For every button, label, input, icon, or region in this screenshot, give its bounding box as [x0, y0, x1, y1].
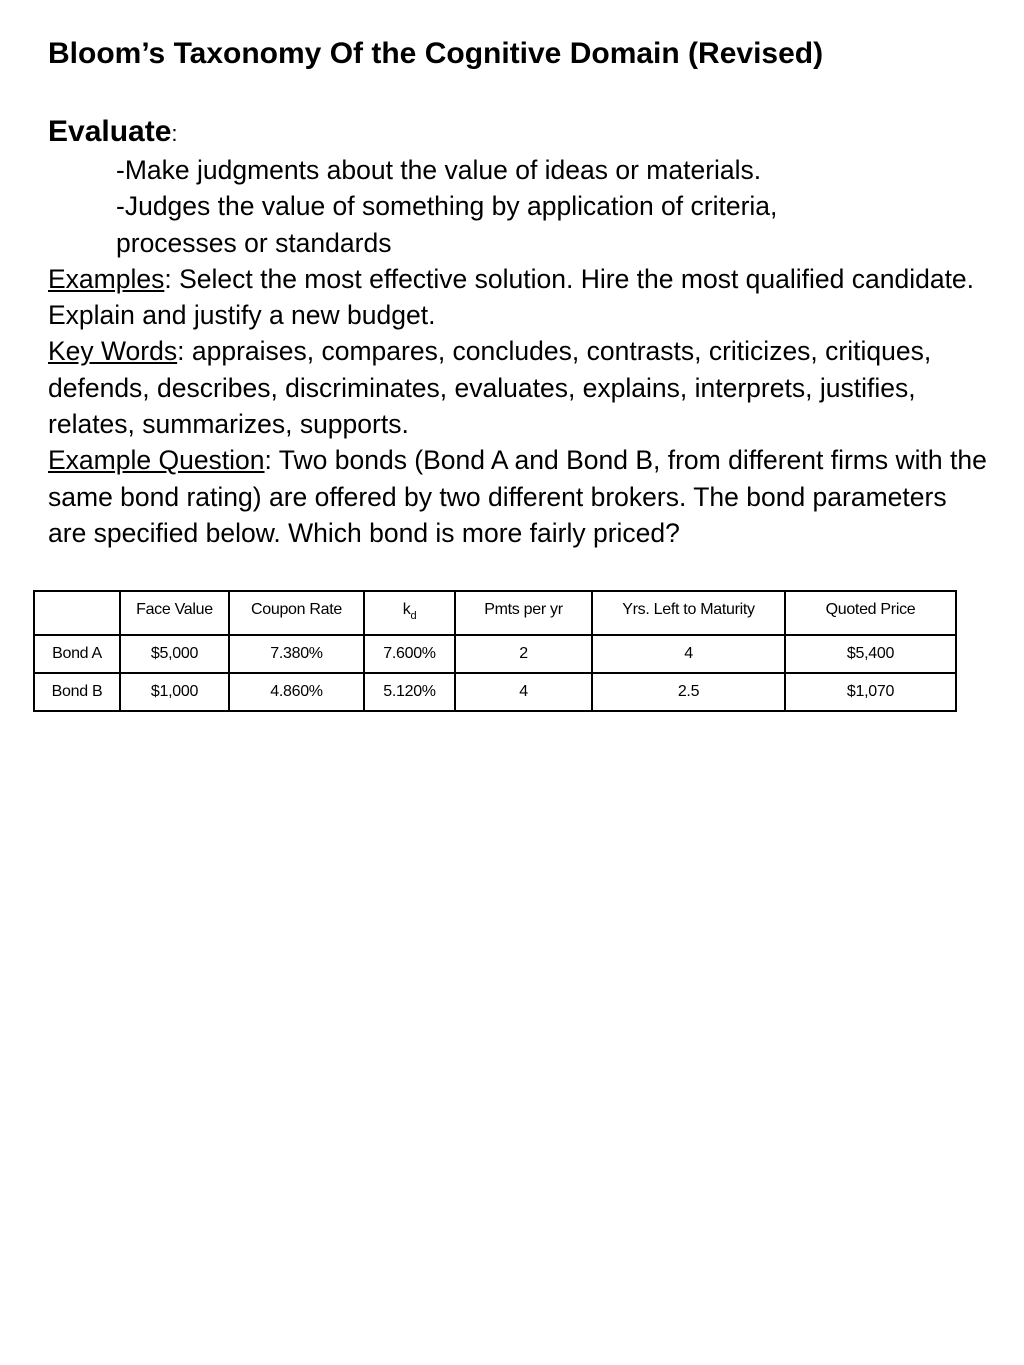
example-question-text: : Two bonds (Bond A and Bond B, from different firms with the same bond rating) are offered by two different brokers. The bond parameters are specified below. Which bond is more fairly priced?	[48, 445, 987, 548]
key-words-label: Key Words	[48, 336, 178, 367]
table-cell: 7.600%	[364, 635, 455, 673]
table-cell: 4.860%	[229, 673, 364, 711]
table-cell: 2	[455, 635, 592, 673]
bullet-line: processes or standards	[116, 227, 392, 258]
table-cell: $5,400	[785, 635, 956, 673]
example-question-paragraph	[48, 442, 988, 551]
table-row	[34, 635, 956, 673]
document-page	[48, 34, 988, 551]
bullet-line: -Make judgments about the value of ideas or materials.	[116, 155, 762, 185]
table-cell: 4	[455, 673, 592, 711]
key-words-paragraph	[48, 333, 988, 442]
section-heading-word: Evaluate	[48, 115, 172, 148]
kd-subscript: d	[410, 610, 417, 622]
table-cell: 7.380%	[229, 635, 364, 673]
table-cell: Bond B	[34, 673, 120, 711]
examples-text: : Select the most effective solution. Hire the most qualified candidate. Explain and justify a new budget.	[48, 263, 975, 331]
table-cell: 4	[592, 635, 785, 673]
table-cell: $5,000	[120, 635, 229, 673]
table-cell: 5.120%	[364, 673, 455, 711]
key-words-text: : appraises, compares, concludes, contrasts, criticizes, critiques, defends, describes, discriminates, evaluates, explains, interprets, justifies, relates, summarizes, supports.	[48, 336, 932, 440]
table-cell: $1,070	[785, 673, 956, 711]
examples-paragraph	[48, 261, 988, 334]
table-cell: Bond A	[34, 635, 120, 673]
section-heading-colon: :	[171, 121, 178, 146]
table-cell: $1,000	[120, 673, 229, 711]
kd-label: k	[402, 601, 411, 618]
bullet-line: -Judges the value of something by application of criteria,	[116, 191, 778, 222]
table-header-cell: Yrs. Left to Maturity	[592, 591, 785, 635]
bond-parameters-table	[33, 590, 957, 712]
table-header-cell: Quoted Price	[785, 591, 956, 635]
page-title: Bloom’s Taxonomy Of the Cognitive Domain (Revised)	[48, 37, 824, 70]
table-header-cell	[364, 591, 455, 635]
table-header-cell: Face Value	[120, 591, 229, 635]
table-header-cell: Coupon Rate	[229, 591, 364, 635]
table-cell: 2.5	[592, 673, 785, 711]
section-heading	[48, 112, 988, 152]
table-header-row	[34, 591, 956, 635]
section-body	[48, 152, 988, 551]
table-header-cell: Pmts per yr	[455, 591, 592, 635]
example-question-label: Example Question	[48, 445, 265, 476]
table-row	[34, 673, 956, 711]
examples-label: Examples	[48, 263, 165, 294]
table-header-cell	[34, 591, 120, 635]
